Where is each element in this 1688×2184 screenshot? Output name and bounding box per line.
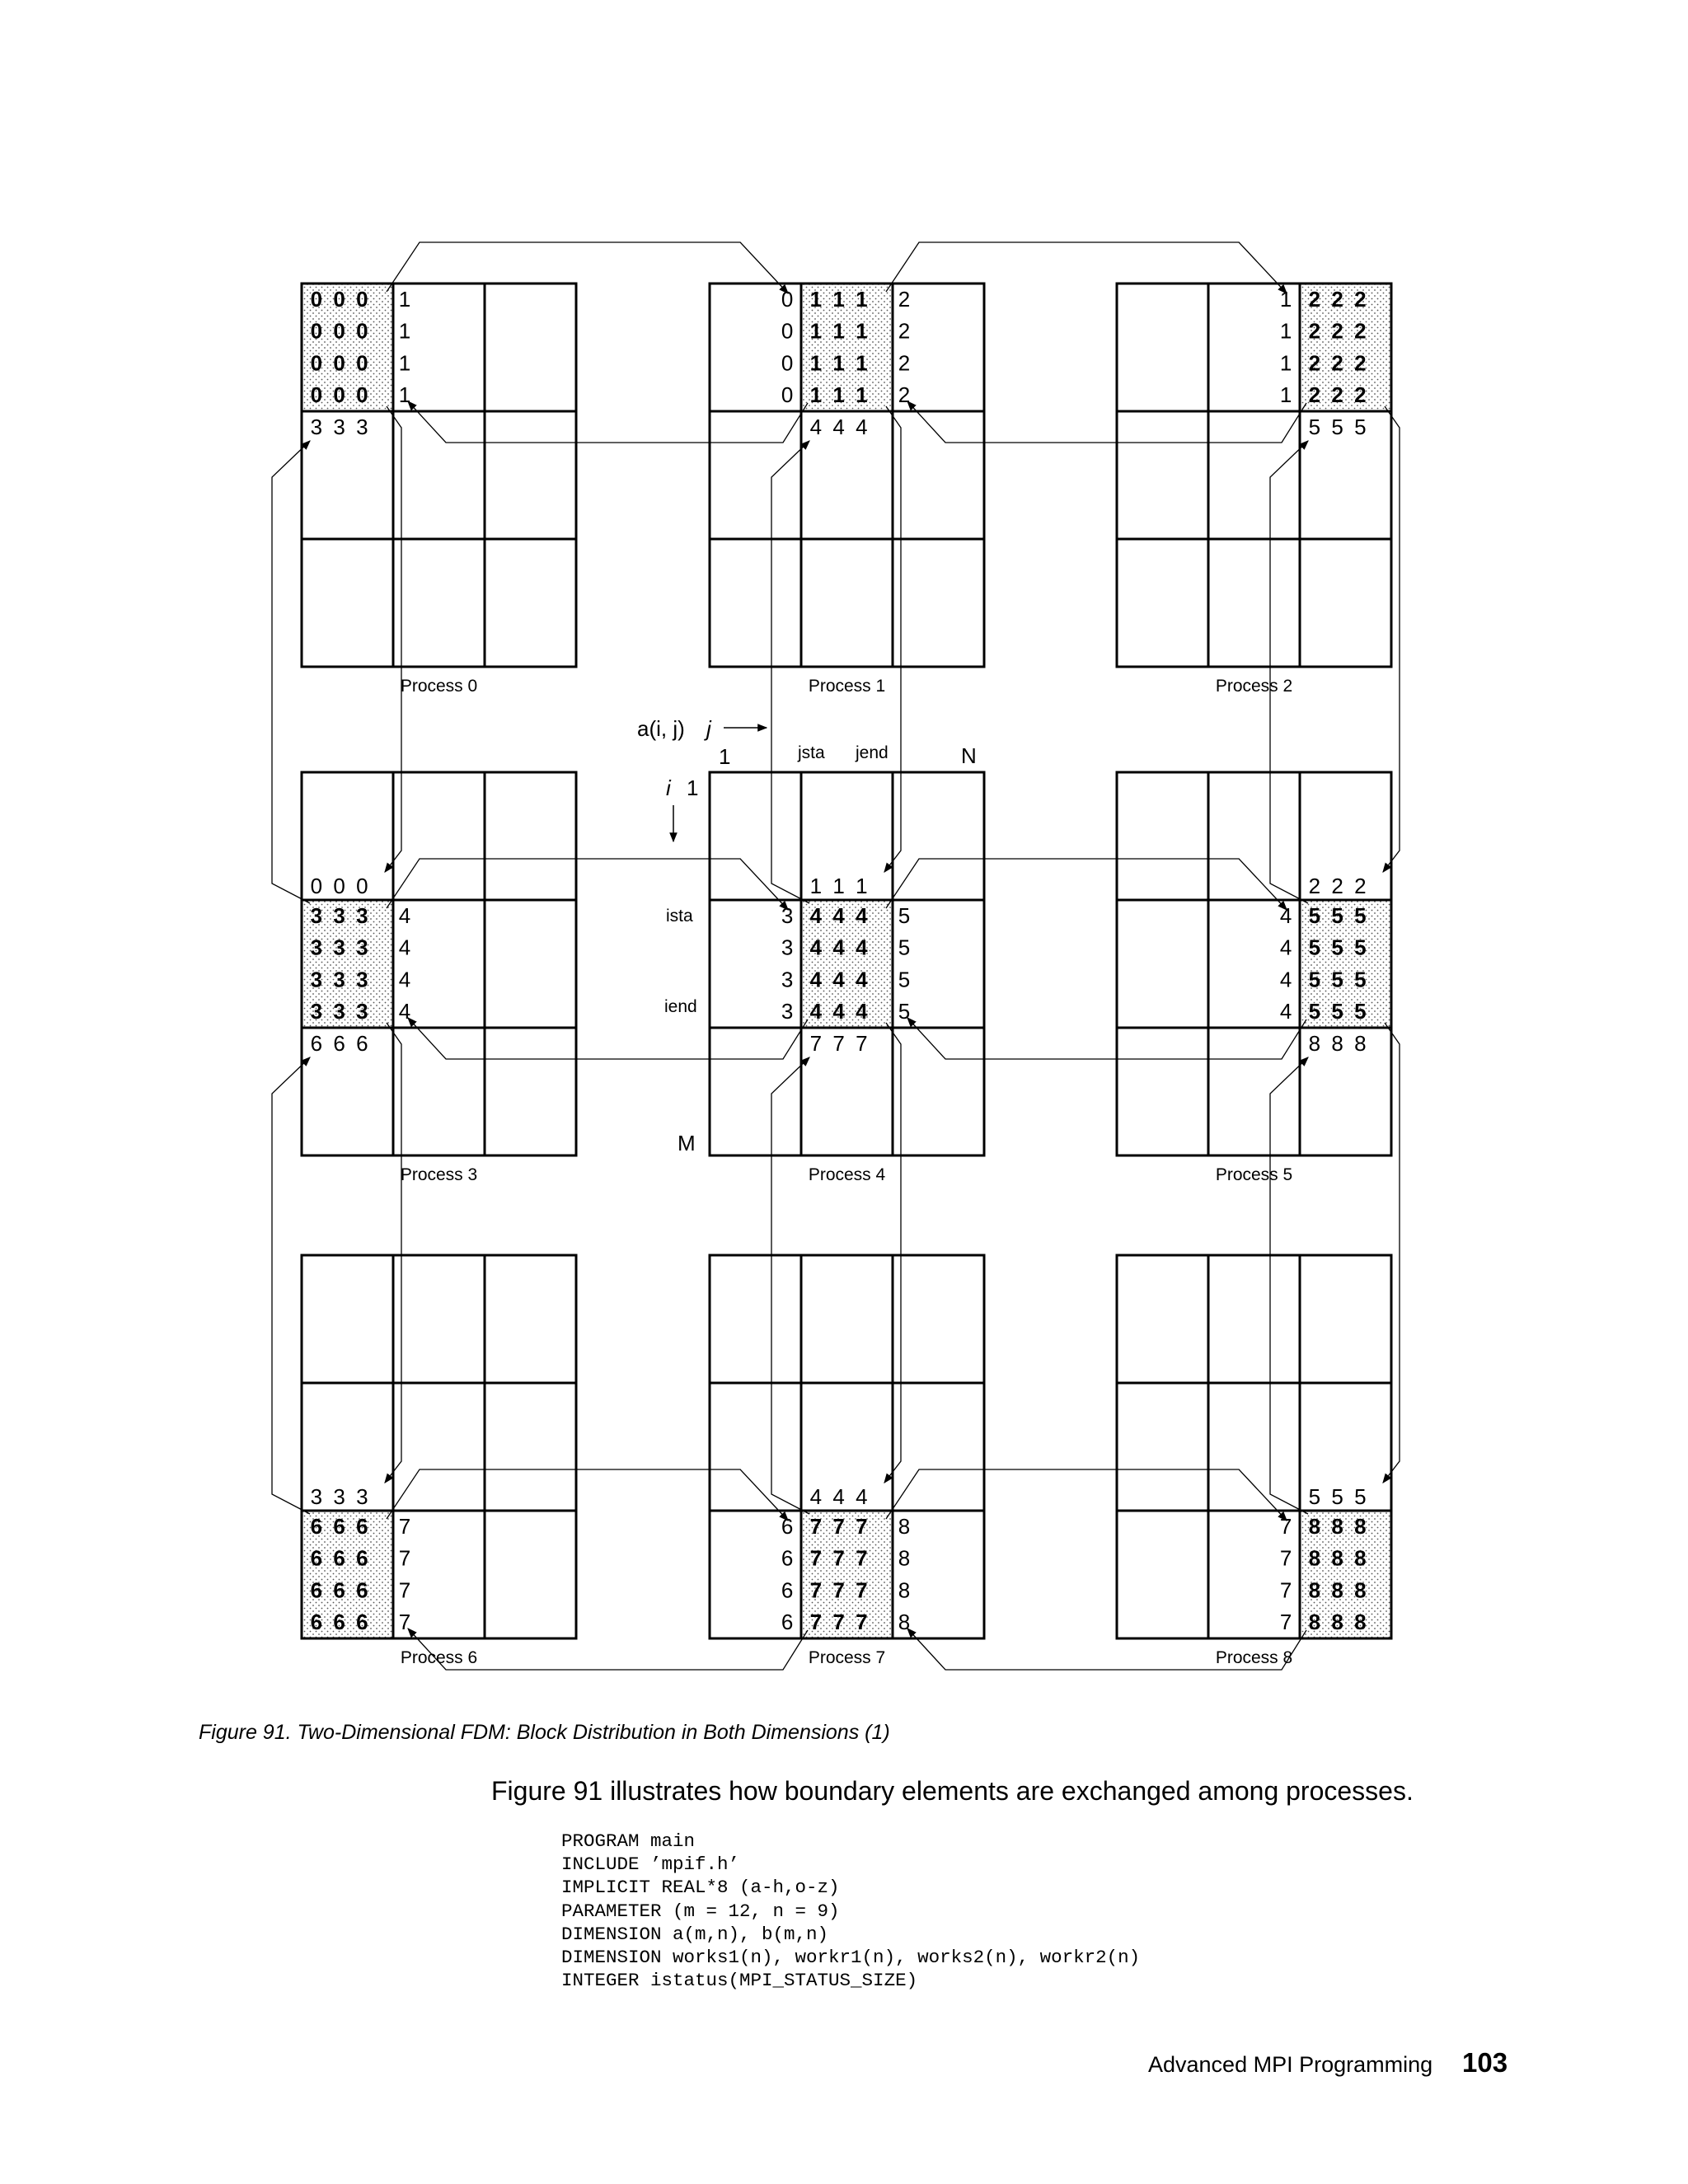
ghost-value: 7 [1279, 1577, 1292, 1603]
own-value: 2 [1308, 350, 1321, 376]
ghost-value: 1 [832, 874, 845, 898]
ghost-value: 1 [809, 874, 823, 898]
ghost-value: 1 [856, 874, 868, 898]
own-value: 7 [809, 1514, 823, 1539]
own-value: 5 [1331, 935, 1343, 960]
own-value: 6 [333, 1577, 345, 1603]
own-value: 8 [1308, 1577, 1321, 1603]
ista-label: ista [666, 907, 693, 926]
own-value: 1 [832, 382, 845, 408]
ghost-value: 7 [832, 1031, 845, 1056]
ghost-value: 4 [398, 999, 411, 1024]
own-value: 3 [356, 935, 368, 960]
own-value: 5 [1308, 999, 1321, 1024]
own-value: 3 [333, 999, 345, 1024]
ghost-value: 7 [398, 1545, 411, 1571]
own-value: 0 [310, 318, 323, 344]
own-value: 5 [1308, 935, 1321, 960]
own-value: 3 [310, 903, 323, 928]
own-value: 6 [356, 1545, 368, 1571]
own-value: 7 [832, 1577, 845, 1603]
own-value: 0 [356, 318, 368, 344]
own-value: 5 [1308, 967, 1321, 992]
code-line: DIMENSION a(m,n), b(m,n) [561, 1923, 829, 1945]
ghost-value: 5 [898, 999, 911, 1024]
own-value: 1 [856, 287, 868, 312]
own-value: 8 [1354, 1545, 1367, 1571]
exchange-arrow [771, 1057, 809, 1514]
row-start-label: 1 [687, 776, 699, 800]
own-value: 3 [333, 903, 345, 928]
ghost-value: 5 [1331, 415, 1343, 439]
own-value: 4 [832, 903, 845, 928]
own-value: 5 [1331, 903, 1343, 928]
process-label: Process 3 [400, 1165, 478, 1184]
ghost-value: 4 [1279, 967, 1292, 992]
exchange-arrow [886, 242, 1287, 293]
own-value: 6 [333, 1545, 345, 1571]
own-value: 6 [333, 1514, 345, 1539]
ghost-value: 1 [1279, 382, 1292, 408]
code-line: INTEGER istatus(MPI_STATUS_SIZE) [561, 1970, 918, 1992]
own-value: 2 [1331, 287, 1343, 312]
own-value: 5 [1331, 967, 1343, 992]
ghost-value: 2 [1331, 874, 1343, 898]
ghost-value: 7 [1279, 1545, 1292, 1571]
own-value: 1 [856, 350, 868, 376]
own-value: 1 [856, 382, 868, 408]
ghost-value: 7 [398, 1514, 411, 1539]
own-value: 4 [832, 935, 845, 960]
own-value: 4 [809, 999, 823, 1024]
own-value: 3 [356, 999, 368, 1024]
ghost-value: 6 [781, 1545, 794, 1571]
own-value: 0 [356, 350, 368, 376]
process-label: Process 5 [1215, 1165, 1293, 1184]
code-line: DIMENSION works1(n), workr1(n), works2(n), workr2(n) [561, 1947, 1141, 1969]
exchange-arrow [272, 1057, 310, 1514]
ghost-value: 0 [333, 874, 345, 898]
ghost-value: 3 [333, 415, 345, 439]
ghost-value: 4 [832, 1484, 845, 1509]
ghost-value: 1 [398, 350, 411, 376]
own-value: 4 [832, 967, 845, 992]
ghost-value: 8 [1308, 1031, 1321, 1056]
exchange-arrow [387, 1469, 788, 1521]
ghost-value: 8 [898, 1577, 911, 1603]
own-value: 2 [1308, 287, 1321, 312]
own-value: 5 [1354, 967, 1367, 992]
own-value: 4 [856, 967, 868, 992]
own-value: 1 [832, 350, 845, 376]
jsta-label: jsta [798, 743, 825, 762]
own-value: 2 [1331, 382, 1343, 408]
own-value: 1 [809, 287, 823, 312]
own-value: 4 [856, 903, 868, 928]
ghost-value: 4 [809, 1484, 823, 1509]
own-value: 4 [856, 999, 868, 1024]
ghost-value: 4 [809, 415, 823, 439]
own-value: 6 [310, 1514, 323, 1539]
n-label: N [961, 743, 977, 768]
own-value: 2 [1354, 318, 1367, 344]
process-label: Process 6 [400, 1648, 478, 1667]
own-value: 4 [809, 935, 823, 960]
exchange-arrow [272, 441, 310, 903]
own-value: 7 [809, 1545, 823, 1571]
own-value: 2 [1308, 318, 1321, 344]
code-line: PARAMETER (m = 12, n = 9) [561, 1900, 840, 1922]
ghost-value: 7 [1279, 1514, 1292, 1539]
own-value: 4 [832, 999, 845, 1024]
ghost-value: 4 [856, 415, 868, 439]
own-value: 8 [1331, 1545, 1343, 1571]
ghost-value: 2 [898, 318, 911, 344]
ghost-value: 0 [781, 287, 794, 312]
own-value: 2 [1331, 318, 1343, 344]
own-value: 3 [310, 935, 323, 960]
ghost-value: 3 [310, 415, 323, 439]
own-value: 4 [809, 903, 823, 928]
own-value: 6 [310, 1610, 323, 1635]
own-value: 7 [856, 1545, 868, 1571]
ghost-value: 4 [856, 1484, 868, 1509]
own-value: 3 [333, 967, 345, 992]
ghost-value: 2 [898, 382, 911, 408]
ghost-value: 3 [781, 903, 794, 928]
ghost-value: 4 [1279, 903, 1292, 928]
own-value: 4 [809, 967, 823, 992]
ghost-value: 7 [398, 1610, 411, 1635]
own-value: 2 [1354, 382, 1367, 408]
own-value: 8 [1331, 1514, 1343, 1539]
exchange-arrow [1270, 1057, 1308, 1514]
own-value: 1 [809, 382, 823, 408]
own-value: 7 [809, 1577, 823, 1603]
ghost-value: 5 [1354, 1484, 1367, 1509]
own-value: 0 [310, 350, 323, 376]
ghost-value: 0 [781, 318, 794, 344]
ghost-value: 7 [856, 1031, 868, 1056]
ghost-value: 5 [898, 935, 911, 960]
exchange-arrow [1270, 441, 1308, 903]
ghost-value: 2 [898, 350, 911, 376]
code-line: INCLUDE ’mpif.h’ [561, 1854, 740, 1876]
ghost-value: 6 [781, 1514, 794, 1539]
own-value: 8 [1354, 1610, 1367, 1635]
own-value: 0 [310, 287, 323, 312]
i-axis-label: i [666, 776, 671, 800]
page-number: 103 [1462, 2047, 1508, 2078]
ghost-value: 4 [398, 967, 411, 992]
j-axis-label: j [706, 716, 711, 741]
figure-caption: Figure 91. Two-Dimensional FDM: Block Distribution in Both Dimensions (1) [199, 1721, 890, 1744]
own-value: 0 [333, 350, 345, 376]
own-value: 6 [356, 1577, 368, 1603]
own-value: 7 [832, 1514, 845, 1539]
ghost-value: 4 [398, 935, 411, 960]
exchange-arrow [771, 441, 809, 903]
m-label: M [678, 1131, 696, 1155]
process-label: Process 4 [808, 1165, 886, 1184]
own-value: 2 [1354, 350, 1367, 376]
own-value: 2 [1331, 350, 1343, 376]
ghost-value: 8 [898, 1545, 911, 1571]
ghost-value: 0 [781, 350, 794, 376]
ghost-value: 2 [1354, 874, 1367, 898]
column-start-label: 1 [719, 744, 731, 769]
ghost-value: 1 [1279, 287, 1292, 312]
ghost-value: 0 [356, 874, 368, 898]
own-value: 0 [310, 382, 323, 408]
body-paragraph: Figure 91 illustrates how boundary elements are exchanged among processes. [491, 1776, 1414, 1806]
process-label: Process 0 [400, 677, 478, 696]
own-value: 5 [1331, 999, 1343, 1024]
own-value: 0 [356, 382, 368, 408]
own-value: 2 [1354, 287, 1367, 312]
own-value: 8 [1331, 1577, 1343, 1603]
ghost-value: 5 [1308, 415, 1321, 439]
ghost-value: 5 [1354, 415, 1367, 439]
ghost-value: 1 [398, 318, 411, 344]
own-value: 0 [356, 287, 368, 312]
ghost-value: 5 [1331, 1484, 1343, 1509]
own-value: 6 [310, 1545, 323, 1571]
own-value: 0 [333, 287, 345, 312]
ghost-value: 3 [310, 1484, 323, 1509]
ghost-value: 4 [1279, 999, 1292, 1024]
own-value: 5 [1354, 935, 1367, 960]
ghost-value: 6 [333, 1031, 345, 1056]
ghost-value: 4 [1279, 935, 1292, 960]
ghost-value: 3 [781, 999, 794, 1024]
own-value: 3 [356, 967, 368, 992]
process-label: Process 1 [808, 677, 886, 696]
exchange-arrow [886, 859, 1287, 910]
ghost-value: 8 [898, 1514, 911, 1539]
own-value: 6 [356, 1514, 368, 1539]
exchange-arrow [907, 1018, 1306, 1059]
jend-label: jend [856, 743, 889, 762]
own-value: 8 [1354, 1577, 1367, 1603]
code-line: PROGRAM main [561, 1830, 696, 1852]
iend-label: iend [664, 997, 697, 1016]
ghost-value: 6 [356, 1031, 368, 1056]
ghost-value: 7 [398, 1577, 411, 1603]
own-value: 6 [356, 1610, 368, 1635]
own-value: 8 [1331, 1610, 1343, 1635]
ghost-value: 5 [1308, 1484, 1321, 1509]
ghost-value: 3 [781, 935, 794, 960]
array-element-label: a(i, j) [637, 716, 685, 741]
own-value: 1 [856, 318, 868, 344]
ghost-value: 1 [398, 287, 411, 312]
ghost-value: 1 [1279, 318, 1292, 344]
own-value: 3 [333, 935, 345, 960]
code-listing [561, 1830, 1140, 1992]
own-value: 8 [1354, 1514, 1367, 1539]
own-value: 7 [832, 1545, 845, 1571]
own-value: 5 [1354, 903, 1367, 928]
own-value: 8 [1308, 1545, 1321, 1571]
own-value: 7 [832, 1610, 845, 1635]
ghost-value: 8 [1331, 1031, 1343, 1056]
own-value: 6 [333, 1610, 345, 1635]
ghost-value: 8 [1354, 1031, 1367, 1056]
ghost-value: 5 [898, 967, 911, 992]
ghost-value: 7 [1279, 1610, 1292, 1635]
exchange-arrow [886, 1469, 1287, 1521]
ghost-value: 6 [781, 1610, 794, 1635]
own-value: 4 [856, 935, 868, 960]
own-value: 7 [809, 1610, 823, 1635]
ghost-value: 3 [356, 1484, 368, 1509]
own-value: 7 [856, 1514, 868, 1539]
ghost-value: 7 [809, 1031, 823, 1056]
ghost-value: 2 [898, 287, 911, 312]
process-label: Process 2 [1215, 677, 1293, 696]
own-value: 0 [333, 318, 345, 344]
ghost-value: 6 [310, 1031, 323, 1056]
exchange-arrow [907, 401, 1306, 443]
ghost-value: 0 [781, 382, 794, 408]
own-value: 2 [1308, 382, 1321, 408]
ghost-value: 0 [310, 874, 323, 898]
own-value: 1 [832, 287, 845, 312]
ghost-value: 6 [781, 1577, 794, 1603]
own-value: 1 [832, 318, 845, 344]
own-value: 5 [1308, 903, 1321, 928]
own-value: 3 [356, 903, 368, 928]
own-value: 6 [310, 1577, 323, 1603]
process-label: Process 8 [1215, 1648, 1293, 1667]
footer-title: Advanced MPI Programming [1148, 2052, 1433, 2077]
ghost-value: 4 [832, 415, 845, 439]
own-value: 7 [856, 1577, 868, 1603]
own-value: 1 [809, 318, 823, 344]
process-label: Process 7 [808, 1648, 886, 1667]
ghost-value: 1 [1279, 350, 1292, 376]
own-value: 3 [310, 967, 323, 992]
own-value: 8 [1308, 1610, 1321, 1635]
ghost-value: 2 [1308, 874, 1321, 898]
exchange-arrow [387, 859, 788, 910]
ghost-value: 1 [398, 382, 411, 408]
ghost-value: 3 [333, 1484, 345, 1509]
ghost-value: 3 [781, 967, 794, 992]
ghost-value: 4 [398, 903, 411, 928]
own-value: 0 [333, 382, 345, 408]
own-value: 5 [1354, 999, 1367, 1024]
exchange-arrow [408, 401, 808, 443]
code-line: IMPLICIT REAL*8 (a-h,o-z) [561, 1877, 840, 1899]
own-value: 7 [856, 1610, 868, 1635]
ghost-value: 5 [898, 903, 911, 928]
ghost-value: 3 [356, 415, 368, 439]
own-value: 1 [809, 350, 823, 376]
exchange-arrow [387, 242, 788, 293]
own-value: 8 [1308, 1514, 1321, 1539]
own-value: 3 [310, 999, 323, 1024]
ghost-value: 8 [898, 1610, 911, 1635]
exchange-arrow [408, 1018, 808, 1059]
